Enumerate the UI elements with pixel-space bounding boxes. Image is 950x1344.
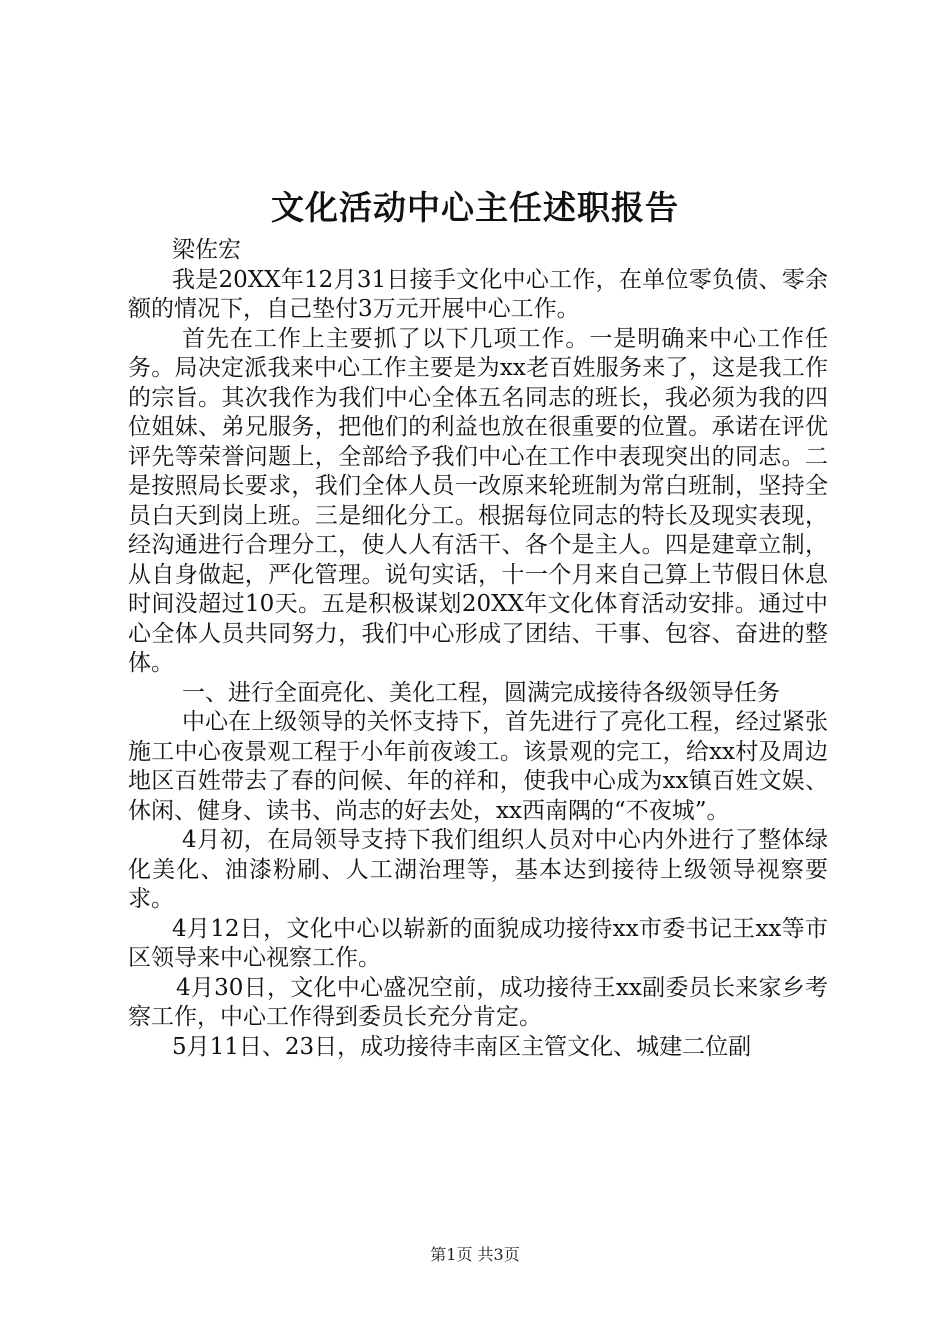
author-line: 梁佐宏 xyxy=(172,237,241,263)
paragraph-3: 中心在上级领导的关怀支持下，首先进行了亮化工程，经过紧张施工中心夜景观工程于小年前夜竣工。该景观的完工，给xx村及周边地区百姓带去了春的问候、年的祥和，使我中心成为xx镇百姓文娱、休闲、健身、读书、尚志的好去处，xx西南隅的“不夜城”。 xyxy=(128,709,828,824)
document-body xyxy=(128,236,828,1062)
paragraph-6: 4月30日，文化中心盛况空前，成功接待王xx副委员长来家乡考察工作，中心工作得到委员长充分肯定。 xyxy=(128,974,828,1030)
page-footer: 第1页 共3页 xyxy=(430,1245,520,1264)
paragraph-2: 首先在工作上主要抓了以下几项工作。一是明确来中心工作任务。局决定派我来中心工作主要是为xx老百姓服务来了，这是我工作的宗旨。其次我作为我们中心全体五名同志的班长，我必须为我的四位姐妹、弟兄服务，把他们的利益也放在很重要的位置。承诺在评优评先等荣誉问题上，全部给予我们中心在工作中表现突出的同志。二是按照局长要求，我们全体人员一改原来轮班制为常白班制，坚持全员白天到岗上班。三是细化分工。根据每位同志的特长及现实表现，经沟通进行合理分工，使人人有活干、各个是主人。四是建章立制，从自身做起，严化管理。说句实话，十一个月来自己算上节假日休息时间没超过10天。五是积极谋划20XX年文化体育活动安排。通过中心全体人员共同努力，我们中心形成了团结、干事、包容、奋进的整体。 xyxy=(128,325,828,676)
paragraph-1: 我是20XX年12月31日接手文化中心工作，在单位零负债、零余额的情况下，自己垫付3万元开展中心工作。 xyxy=(128,266,828,322)
section-heading: 一、进行全面亮化、美化工程，圆满完成接待各级领导任务 xyxy=(182,679,780,706)
paragraph-5: 4月12日，文化中心以崭新的面貌成功接待xx市委书记王xx等市区领导来中心视察工作。 xyxy=(128,915,828,971)
paragraph-7: 5月11日、23日，成功接待丰南区主管文化、城建二位副 xyxy=(172,1033,752,1060)
paragraph-4: 4月初，在局领导支持下我们组织人员对中心内外进行了整体绿化美化、油漆粉刷、人工湖治理等，基本达到接待上级领导视察要求。 xyxy=(128,827,828,912)
document-title: 文化活动中心主任述职报告 xyxy=(271,188,679,227)
